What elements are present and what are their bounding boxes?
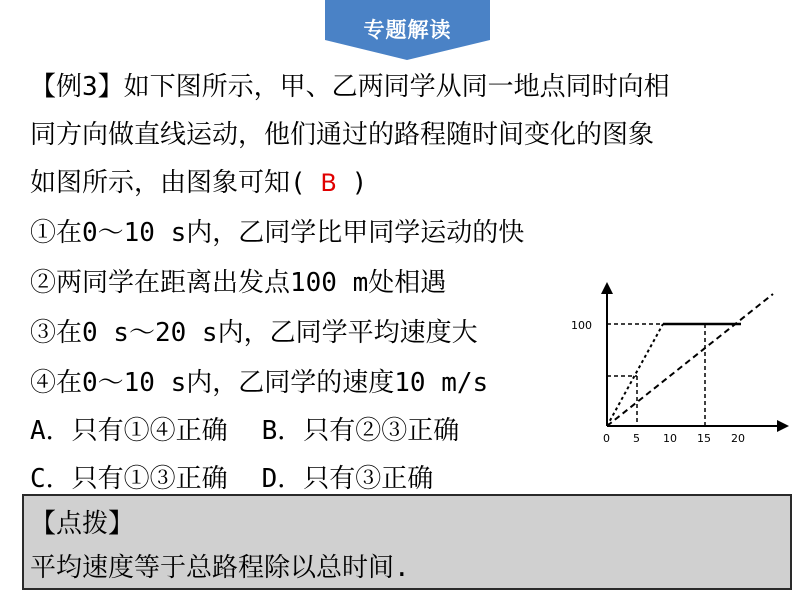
option-d: D．只有③正确 [261, 464, 434, 494]
question-line-3-end: ) [351, 168, 368, 198]
hint-box [22, 494, 792, 590]
question-line-3-start: 如图所示，由图象可知( [30, 168, 306, 198]
y-axis-arrow [601, 282, 613, 294]
question-line-2: 同方向做直线运动，他们通过的路程随时间变化的图象 [30, 120, 655, 150]
section-banner [325, 0, 490, 62]
statement-3: ③在0 s～20 s内，乙同学平均速度大 [30, 318, 478, 348]
series-jia-line [607, 294, 773, 426]
options-row-2 [30, 462, 433, 496]
statement-1: ①在0～10 s内，乙同学比甲同学运动的快 [30, 218, 525, 248]
option-a: A．只有①④正确 [30, 416, 228, 446]
option-c: C．只有①③正确 [30, 464, 228, 494]
x-tick-20: 20 [731, 432, 745, 445]
distance-time-graph [565, 278, 795, 450]
statement-4: ④在0～10 s内，乙同学的速度10 m/s [30, 368, 489, 398]
options-row-1 [30, 414, 459, 448]
x-tick-5: 5 [633, 432, 640, 445]
question-line-1: 【例3】如下图所示，甲、乙两同学从同一地点同时向相 [30, 72, 670, 102]
x-tick-10: 10 [663, 432, 677, 445]
y-tick-100: 100 [571, 319, 592, 332]
option-b: B．只有②③正确 [261, 416, 460, 446]
graph-svg [565, 278, 795, 450]
x-tick-15: 15 [697, 432, 711, 445]
hint-text: 平均速度等于总路程除以总时间. [30, 553, 410, 583]
question-line-3 [30, 166, 367, 200]
answer-text: B [320, 169, 337, 197]
banner-title: 专题解读 [363, 18, 452, 42]
x-axis-arrow [777, 420, 789, 432]
x-tick-0: 0 [603, 432, 610, 445]
statement-2: ②两同学在距离出发点100 m处相遇 [30, 268, 447, 298]
series-yi-rising [607, 324, 663, 426]
hint-title: 【点拨】 [30, 509, 135, 539]
